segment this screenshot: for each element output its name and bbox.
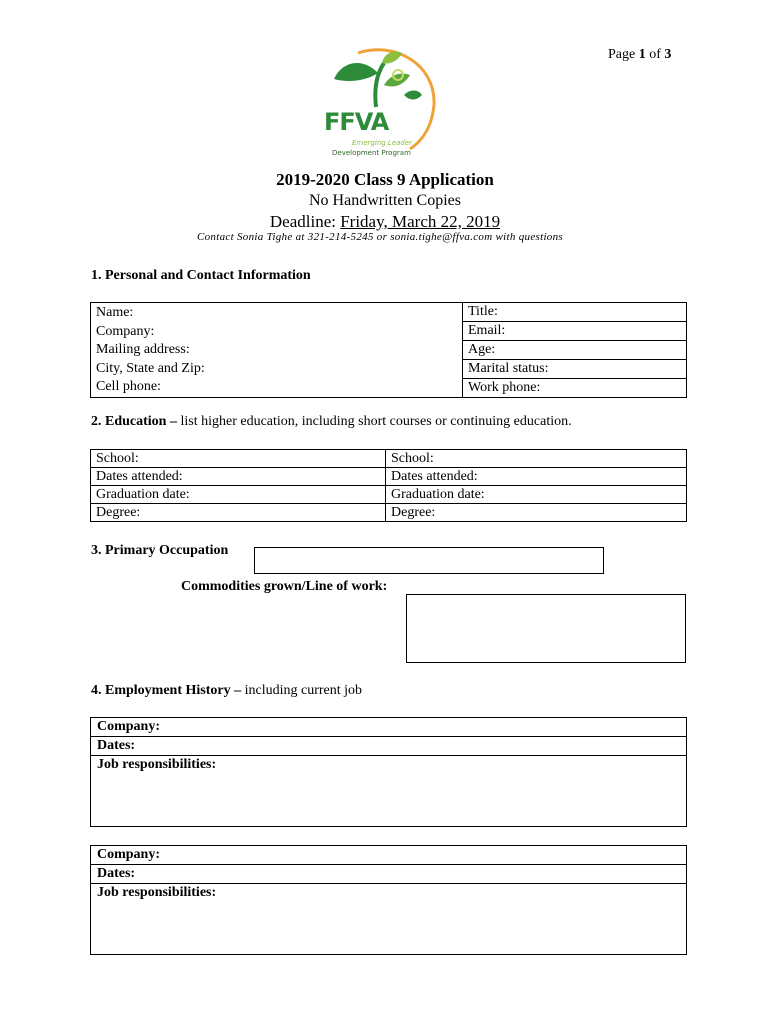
graduation-date-field-label-2[interactable]: Graduation date: [386,486,687,504]
commodities-label [181,579,387,595]
section2-heading-bold: 2. Education – [91,414,181,429]
marital-status-field-label: Marital status: [463,360,686,379]
section3-heading-text: 3. Primary Occupation [91,543,229,558]
dates-attended-field-label[interactable]: Dates attended: [91,468,386,486]
employment-company-label: Company: [91,846,686,865]
page-current: 1 [638,47,646,62]
company-field-label: Company: [96,323,155,339]
section1-heading-text: 1. Personal and Contact Information [91,268,311,283]
logo-line2: Development Program [332,149,411,157]
dates-attended-field-label-2[interactable]: Dates attended: [386,468,687,486]
commodities-input[interactable] [406,594,686,663]
employment-entry-2[interactable] [90,845,687,955]
section4-heading-rest: including current job [244,683,363,698]
title-field-label: Title: [463,303,686,322]
school-field-label[interactable]: School: [91,450,386,468]
page-title: 2019-2020 Class 9 Application [276,170,494,189]
school-field-label-2[interactable]: School: [386,450,687,468]
page-number [608,47,671,63]
section2-heading-rest: list higher education, including short courses or continuing education. [180,414,572,429]
employment-responsibilities-label: Job responsibilities: [97,757,217,772]
primary-occupation-input[interactable] [254,547,604,574]
section4-heading [91,683,362,699]
education-table [90,449,687,522]
contact-info: Contact Sonia Tighe at 321-214-5245 or sonia.tighe@ffva.com with questions [197,231,563,243]
logo-line1: Emerging Leader [352,139,413,147]
mailing-address-field-label: Mailing address: [96,342,190,357]
section3-heading [91,543,228,559]
deadline-value: Friday, March 22, 2019 [340,212,501,231]
subtitle: No Handwritten Copies [309,192,461,209]
deadline [0,212,770,232]
commodities-label-text: Commodities grown/Line of work: [181,579,388,594]
page-of: of [645,47,665,62]
ffva-logo [318,45,440,158]
page-prefix: Page [608,47,639,62]
employment-dates-label: Dates: [91,737,686,756]
employment-entry-1[interactable] [90,717,687,827]
city-state-zip-field-label: City, State and Zip: [96,360,205,376]
graduation-date-field-label[interactable]: Graduation date: [91,486,386,504]
degree-field-label[interactable]: Degree: [91,504,386,522]
employment-responsibilities-label: Job responsibilities: [97,885,217,900]
section1-heading [91,268,311,284]
name-field-label: Name: [96,305,134,320]
deadline-label: Deadline: [269,212,341,231]
employment-company-label: Company: [91,718,686,737]
personal-right-column[interactable] [463,303,687,398]
email-field-label: Email: [463,322,686,341]
page-total: 3 [664,47,672,62]
cell-phone-field-label: Cell phone: [96,379,161,394]
personal-left-column[interactable] [91,303,463,398]
degree-field-label-2[interactable]: Degree: [386,504,687,522]
employment-dates-label: Dates: [91,865,686,884]
personal-info-table [90,302,687,398]
logo-brand: FFVA [324,108,389,136]
work-phone-field-label: Work phone: [468,380,541,395]
section4-heading-bold: 4. Employment History – [91,683,245,698]
section2-heading [91,414,572,430]
age-field-label: Age: [463,341,686,360]
